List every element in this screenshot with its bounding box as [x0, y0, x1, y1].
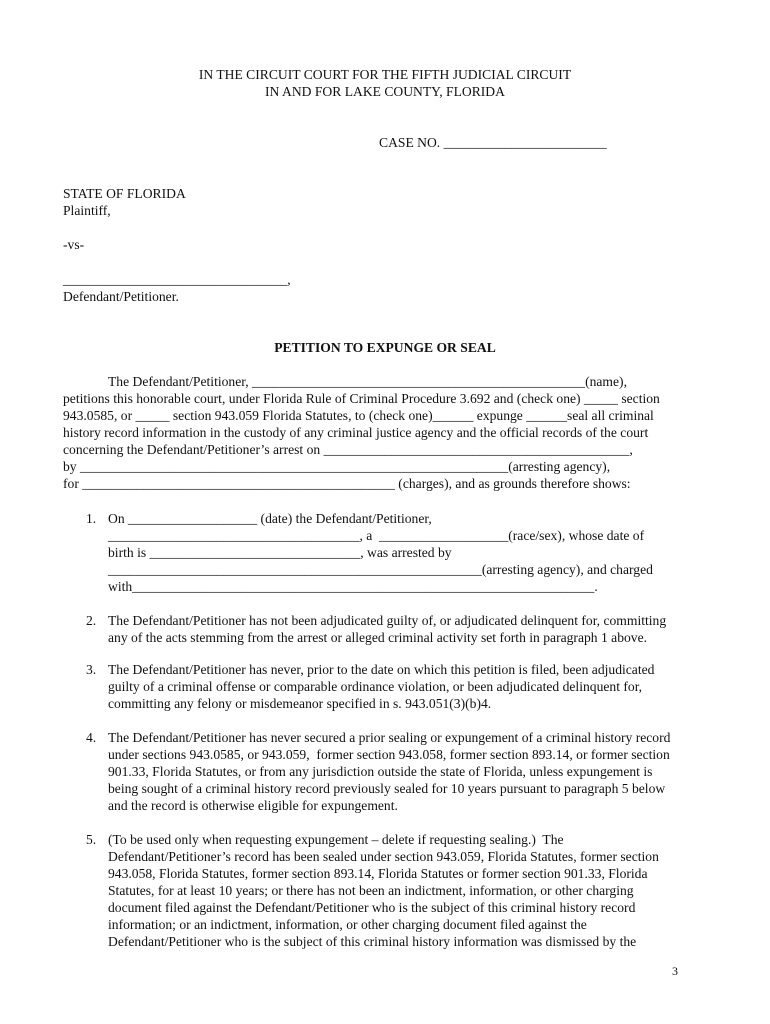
intro-line: petitions this honorable court, under Florida Rule of Criminal Procedure 3.692 and (check one) _____ section	[63, 391, 660, 406]
paragraph-line: being sought of a criminal history record previously sealed for 10 years pursuant to paragraph 5 below	[108, 781, 666, 796]
paragraph-number: 3.	[86, 662, 97, 677]
intro-line: for ______________________________________________ (charges), and as grounds therefore shows:	[63, 476, 631, 491]
court-heading-line2: IN AND FOR LAKE COUNTY, FLORIDA	[265, 84, 505, 99]
intro-line: The Defendant/Petitioner, _________________________________________________(name),	[108, 374, 627, 389]
intro-line: by _______________________________________________________________(arresting agency),	[63, 459, 611, 474]
paragraph-number: 4.	[86, 730, 97, 745]
case-number-field: CASE NO. ________________________	[379, 135, 607, 150]
paragraph-line: 901.33, Florida Statutes, or from any jurisdiction outside the state of Florida, unless expungement is	[108, 764, 653, 779]
paragraph-line: Statutes, for at least 10 years; or there has not been an indictment, information, or other charging	[108, 883, 634, 898]
paragraph-line: document filed against the Defendant/Petitioner who is the subject of this criminal history record	[108, 900, 636, 915]
paragraph-line: The Defendant/Petitioner has not been adjudicated guilty of, or adjudicated delinquent for, committing	[108, 613, 667, 628]
paragraph-line: with____________________________________________________________________.	[108, 579, 598, 594]
paragraph-line: any of the acts stemming from the arrest or alleged criminal activity set forth in paragraph 1 above.	[108, 630, 648, 645]
defendant-role: Defendant/Petitioner.	[63, 289, 179, 304]
intro-line: concerning the Defendant/Petitioner’s arrest on _____________________________________________,	[63, 442, 633, 457]
plaintiff-role: Plaintiff,	[63, 203, 111, 218]
paragraph-line: committing any felony or misdemeanor specified in s. 943.051(3)(b)4.	[108, 696, 492, 711]
plaintiff-name: STATE OF FLORIDA	[63, 186, 186, 201]
paragraph-line: On ___________________ (date) the Defendant/Petitioner,	[108, 511, 432, 526]
paragraph-line: Defendant/Petitioner who is the subject of this criminal history information was dismissed by the	[108, 934, 637, 949]
paragraph-line: under sections 943.0585, or 943.059, former section 943.058, former section 893.14, or former section	[108, 747, 670, 762]
intro-line: history record information in the custody of any criminal justice agency and the official records of the court	[63, 425, 649, 440]
defendant-name-blank: _________________________________,	[63, 272, 291, 287]
paragraph-number: 5.	[86, 832, 97, 847]
paragraph-line: (To be used only when requesting expungement – delete if requesting sealing.) The	[108, 832, 564, 847]
paragraph-number: 1.	[86, 511, 97, 526]
paragraph-line: guilty of a criminal offense or comparable ordinance violation, or been adjudicated delinquent for,	[108, 679, 643, 694]
document-title: PETITION TO EXPUNGE OR SEAL	[274, 340, 496, 355]
paragraph-line: and the record is otherwise eligible for expungement.	[108, 798, 398, 813]
paragraph-line: The Defendant/Petitioner has never, prior to the date on which this petition is filed, been adjudicated	[108, 662, 655, 677]
paragraph-line: birth is _______________________________, was arrested by	[108, 545, 452, 560]
versus-label: -vs-	[63, 237, 85, 252]
paragraph-line: Defendant/Petitioner’s record has been sealed under section 943.059, Florida Statutes, former section	[108, 849, 659, 864]
paragraph-line: _______________________________________________________(arresting agency), and charged	[108, 562, 653, 577]
paragraph-line: _____________________________________, a ___________________(race/sex), whose date of	[108, 528, 645, 543]
paragraph-number: 2.	[86, 613, 97, 628]
paragraph-line: 943.058, Florida Statutes, former section 893.14, Florida Statutes or former section 901.33, Florida	[108, 866, 648, 881]
intro-line: 943.0585, or _____ section 943.059 Florida Statutes, to (check one)______ expunge ______seal all criminal	[63, 408, 654, 423]
paragraph-line: The Defendant/Petitioner has never secured a prior sealing or expungement of a criminal history record	[108, 730, 671, 745]
court-heading-line1: IN THE CIRCUIT COURT FOR THE FIFTH JUDICIAL CIRCUIT	[198, 67, 572, 82]
paragraph-line: information; or an indictment, information, or other charging document filed against the	[108, 917, 587, 932]
page-number: 3	[672, 964, 678, 978]
